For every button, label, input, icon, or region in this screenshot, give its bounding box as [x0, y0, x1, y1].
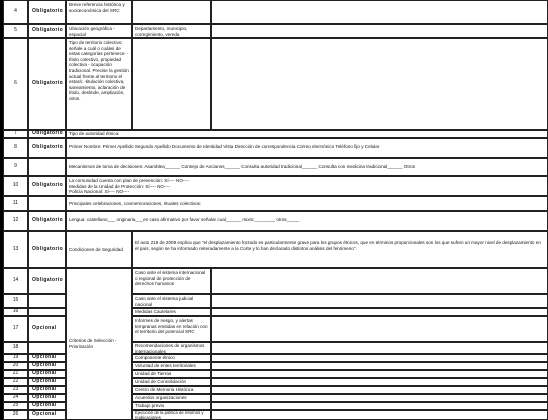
answer-cell[interactable] — [211, 308, 548, 316]
status-label: Obligatorio — [28, 211, 66, 231]
status-label — [28, 308, 66, 316]
field-label: La comunidad cuenta con plan de prevención: Sí---- NO---- Medidas de la Unidad de Protección: Sí---- NO---- Policía Nacional: Sí---- NO---- — [66, 176, 548, 196]
status-label: Obligatorio — [28, 38, 66, 130]
status-label: Obligatorio — [28, 130, 66, 138]
row-number: 14 — [3, 268, 28, 294]
status-label — [28, 342, 66, 354]
row-number: 18 — [3, 342, 28, 354]
criterion-label: Informes de riesgo, y alertas tempranas emitidas en relación con el territorio del potencial SRC — [132, 316, 211, 342]
row-number: 21 — [3, 370, 28, 378]
row-number: 25 — [3, 402, 28, 410]
status-label: Opcional — [28, 386, 66, 394]
answer-cell[interactable] — [211, 24, 548, 38]
answer-cell[interactable] — [211, 370, 548, 378]
criterion-label: Componente étnico — [132, 354, 211, 362]
answer-cell[interactable] — [211, 410, 548, 420]
status-label: Opcional — [28, 402, 66, 410]
row-number: 7 — [3, 130, 28, 138]
detail-label: Departamento, municipio, corregimiento, vereda — [132, 24, 211, 38]
answer-cell[interactable] — [211, 342, 548, 354]
row-number: 15 — [3, 294, 28, 308]
answer-cell[interactable] — [211, 402, 548, 410]
row-number: 19 — [3, 354, 28, 362]
field-label: Tipo de autoridad étnica: — [66, 130, 548, 138]
detail-cell[interactable] — [132, 38, 211, 130]
field-label: Breve referencia histórica y sociœconómica del SRC — [66, 0, 132, 24]
row-number: 4 — [3, 0, 28, 24]
field-label: Mecanismos de toma de decisiones: Asamblea______ Consejo de Ancianos______ Consulta autoridad tradicional______ Consulta con medicina tradicional______ Otros — [66, 158, 548, 176]
row-number: 24 — [3, 394, 28, 402]
status-label — [28, 294, 66, 308]
criterion-label: Caso ante el sistema internacional o regional de protección de derechos humanos — [132, 268, 211, 294]
row-number: 26 — [3, 410, 28, 420]
answer-cell[interactable] — [211, 362, 548, 370]
row-number: 11 — [3, 196, 28, 211]
answer-cell[interactable] — [211, 316, 548, 342]
row-number: 9 — [3, 158, 28, 176]
answer-cell[interactable] — [211, 354, 548, 362]
status-label: Obligatorio — [28, 138, 66, 158]
status-label: Opcional — [28, 410, 66, 420]
answer-cell[interactable] — [211, 386, 548, 394]
criterion-label: Unidad de Consolidación — [132, 378, 211, 386]
status-label: Opcional — [28, 354, 66, 362]
criterion-label: Voluntad de entes territoriales — [132, 362, 211, 370]
status-label: Opcional — [28, 362, 66, 370]
field-label: Lengua: castellano___ originaria___en caso afirmativo por favor señalar cual______ mixto:________ otros_____ — [66, 211, 548, 231]
field-label: Primer Nombre: Primer Apellido Segundo Apellido Documento de Identidad Vista Dirección de correspondencia Correo electrónico Teléfono fijo y Celular — [66, 138, 548, 158]
criterion-label: Ejecución de la política de retornos y reubicaciones — [132, 410, 211, 420]
criterion-label: Trabajo previo — [132, 402, 211, 410]
status-label: Obligatorio — [28, 24, 66, 38]
answer-cell[interactable] — [211, 0, 548, 24]
detail-label: El auto 218 de 2009 explica que "el desplazamiento forzado es particularmente grave para los grupos étnicos, que en términos proporcionales son los que sufren un mayor nivel de desplazamiento en el país, según se ha informado reiteradamente a la Corte y lo han declarado distintos análisis del fenómeno". — [132, 231, 548, 268]
criterion-label: Centro de Memoria Histórica — [132, 386, 211, 394]
criterion-label: Recomendaciones de organismos internacionales — [132, 342, 211, 354]
answer-cell[interactable] — [211, 394, 548, 402]
status-label: Opcional — [28, 370, 66, 378]
row-number: 17 — [3, 316, 28, 342]
status-label: Opcional — [28, 316, 66, 342]
row-number: 12 — [3, 211, 28, 231]
field-label: Principales celebraciones, conmemoraciones, rituales colectivos: — [66, 196, 548, 211]
field-label: Condiciones de Seguridad — [66, 231, 132, 268]
row-number: 16 — [3, 308, 28, 316]
status-label: Opcional — [28, 394, 66, 402]
answer-cell[interactable] — [211, 294, 548, 308]
status-label: Opcional — [28, 378, 66, 386]
row-number: 10 — [3, 176, 28, 196]
row-number: 5 — [3, 24, 28, 38]
answer-cell[interactable] — [211, 378, 548, 386]
field-label: Ubicación geográfica - espacial — [66, 24, 132, 38]
criteria-label: Criterios de Selección - Priorización — [66, 268, 132, 420]
status-label: Obligatorio — [28, 268, 66, 294]
answer-cell[interactable] — [211, 268, 548, 294]
row-number: 22 — [3, 378, 28, 386]
status-label — [28, 158, 66, 176]
detail-cell[interactable] — [132, 0, 211, 24]
status-label: Obligatorio — [28, 0, 66, 24]
answer-cell[interactable] — [211, 38, 548, 130]
criterion-label: Unidad de Tierras — [132, 370, 211, 378]
row-number: 8 — [3, 138, 28, 158]
row-number: 13 — [3, 231, 28, 268]
status-label: Obligatorio — [28, 231, 66, 268]
row-number: 23 — [3, 386, 28, 394]
criterion-label: Medidas Cautelares — [132, 308, 211, 316]
criterion-label: Caso ante el sistema judicial nacional — [132, 294, 211, 308]
status-label — [28, 196, 66, 211]
criterion-label: Acuerdos organizaciones — [132, 394, 211, 402]
row-number: 6 — [3, 38, 28, 130]
row-number: 20 — [3, 362, 28, 370]
field-label: Tipo de territorio colectivo: señale a cuál o cuáles de estas categorías pertenece: -título colectivo, propiedad colectiva - ocupación tradicional. Precise la gestión actual frente al territorio el estará: -titulación colectiva, saneamiento, aclaración de título, deslinde, ampliación, otros. — [66, 38, 132, 130]
status-label: Obligatorio — [28, 176, 66, 196]
